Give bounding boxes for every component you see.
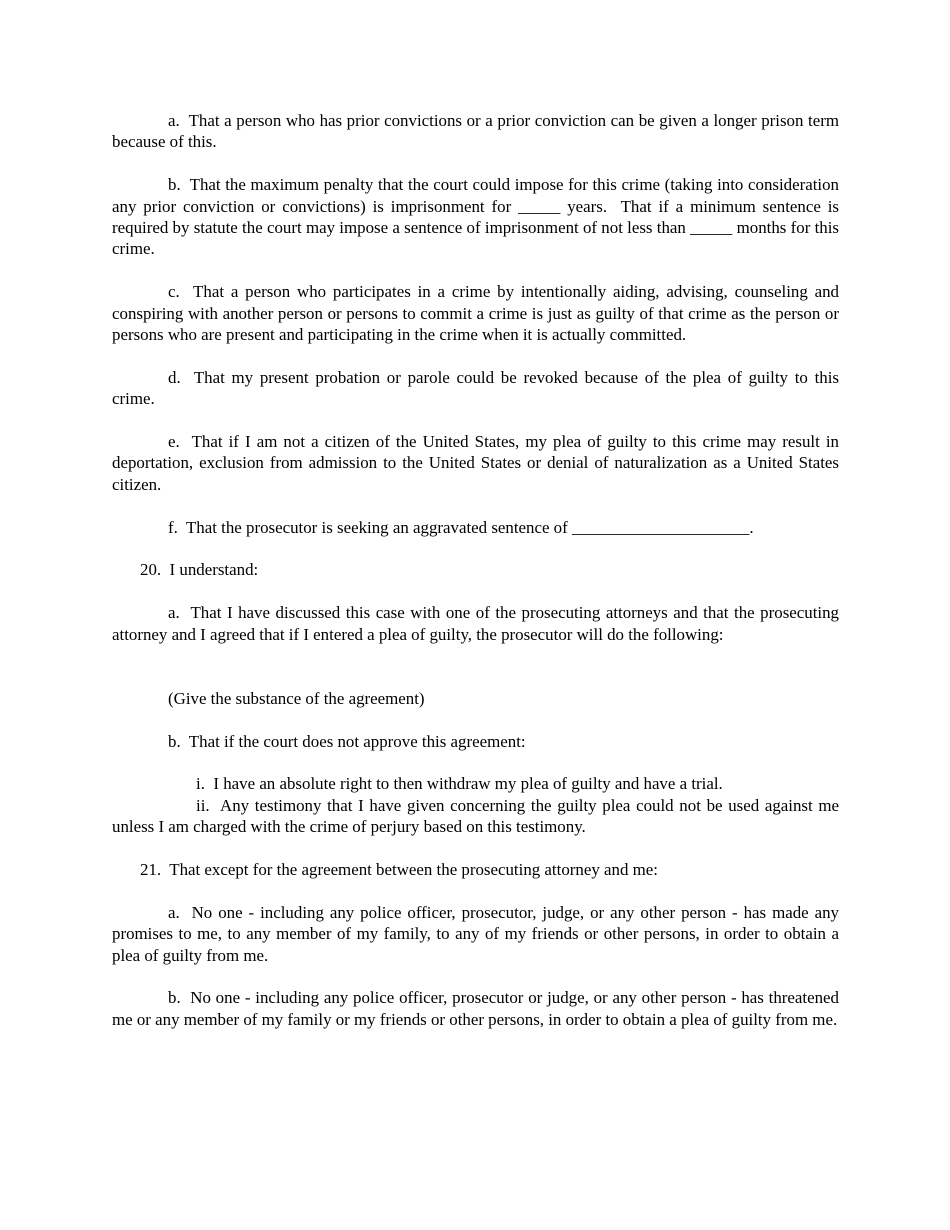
paragraph-20b-ii: ii. Any testimony that I have given concerning the guilty plea could not be used against me unless I am charged with the crime of perjury based on this testimony.: [112, 795, 844, 837]
paragraph-20b: b. That if the court does not approve this agreement:: [168, 731, 526, 751]
paragraph-19a: a. That a person who has prior convictions or a prior conviction can be given a longer prison term because of this.: [112, 111, 844, 152]
paragraph-19c: c. That a person who participates in a crime by intentionally aiding, advising, counseling and conspiring with another person or persons to commit a crime is just as guilty of that crime as the person or persons who are present and participating in the crime when it is actually committed.: [112, 282, 844, 345]
paragraph-19f: f. That the prosecutor is seeking an aggravated sentence of _____________________.: [168, 517, 754, 537]
paragraph-21a: a. No one - including any police officer, prosecutor, judge, or any other person - has made any promises to me, to any member of my family, to any of my friends or other persons, in order to obtain a plea of guilty from me.: [112, 902, 844, 965]
paragraph-19b: b. That the maximum penalty that the court could impose for this crime (taking into consideration any prior conviction or convictions) is imprisonment for _____ years. That if a minimum sentence is required by statute the court may impose a sentence of imprisonment of not less than _____ months for this crime.: [112, 175, 844, 259]
paragraph-19e: e. That if I am not a citizen of the United States, my plea of guilty to this crime may result in deportation, exclusion from admission to the United States or denial of naturalization as a United States citizen.: [112, 432, 844, 494]
agreement-note: (Give the substance of the agreement): [168, 688, 425, 708]
paragraph-20b-i: i. I have an absolute right to then withdraw my plea of guilty and have a trial.: [196, 774, 723, 794]
paragraph-19d: d. That my present probation or parole could be revoked because of the plea of guilty to this crime.: [112, 367, 844, 409]
paragraph-21b: b. No one - including any police officer, prosecutor or judge, or any other person - has threatened me or any member of my family or my friends or other persons, in order to obtain a plea of guilty from me.: [112, 988, 844, 1029]
document-page: [112, 110, 844, 1030]
paragraph-21-heading: 21. That except for the agreement between the prosecuting attorney and me:: [140, 860, 658, 880]
paragraph-20-heading: 20. I understand:: [140, 560, 259, 580]
paragraph-20a: a. That I have discussed this case with one of the prosecuting attorneys and that the prosecuting attorney and I agreed that if I entered a plea of guilty, the prosecutor will do the following:: [112, 603, 844, 644]
